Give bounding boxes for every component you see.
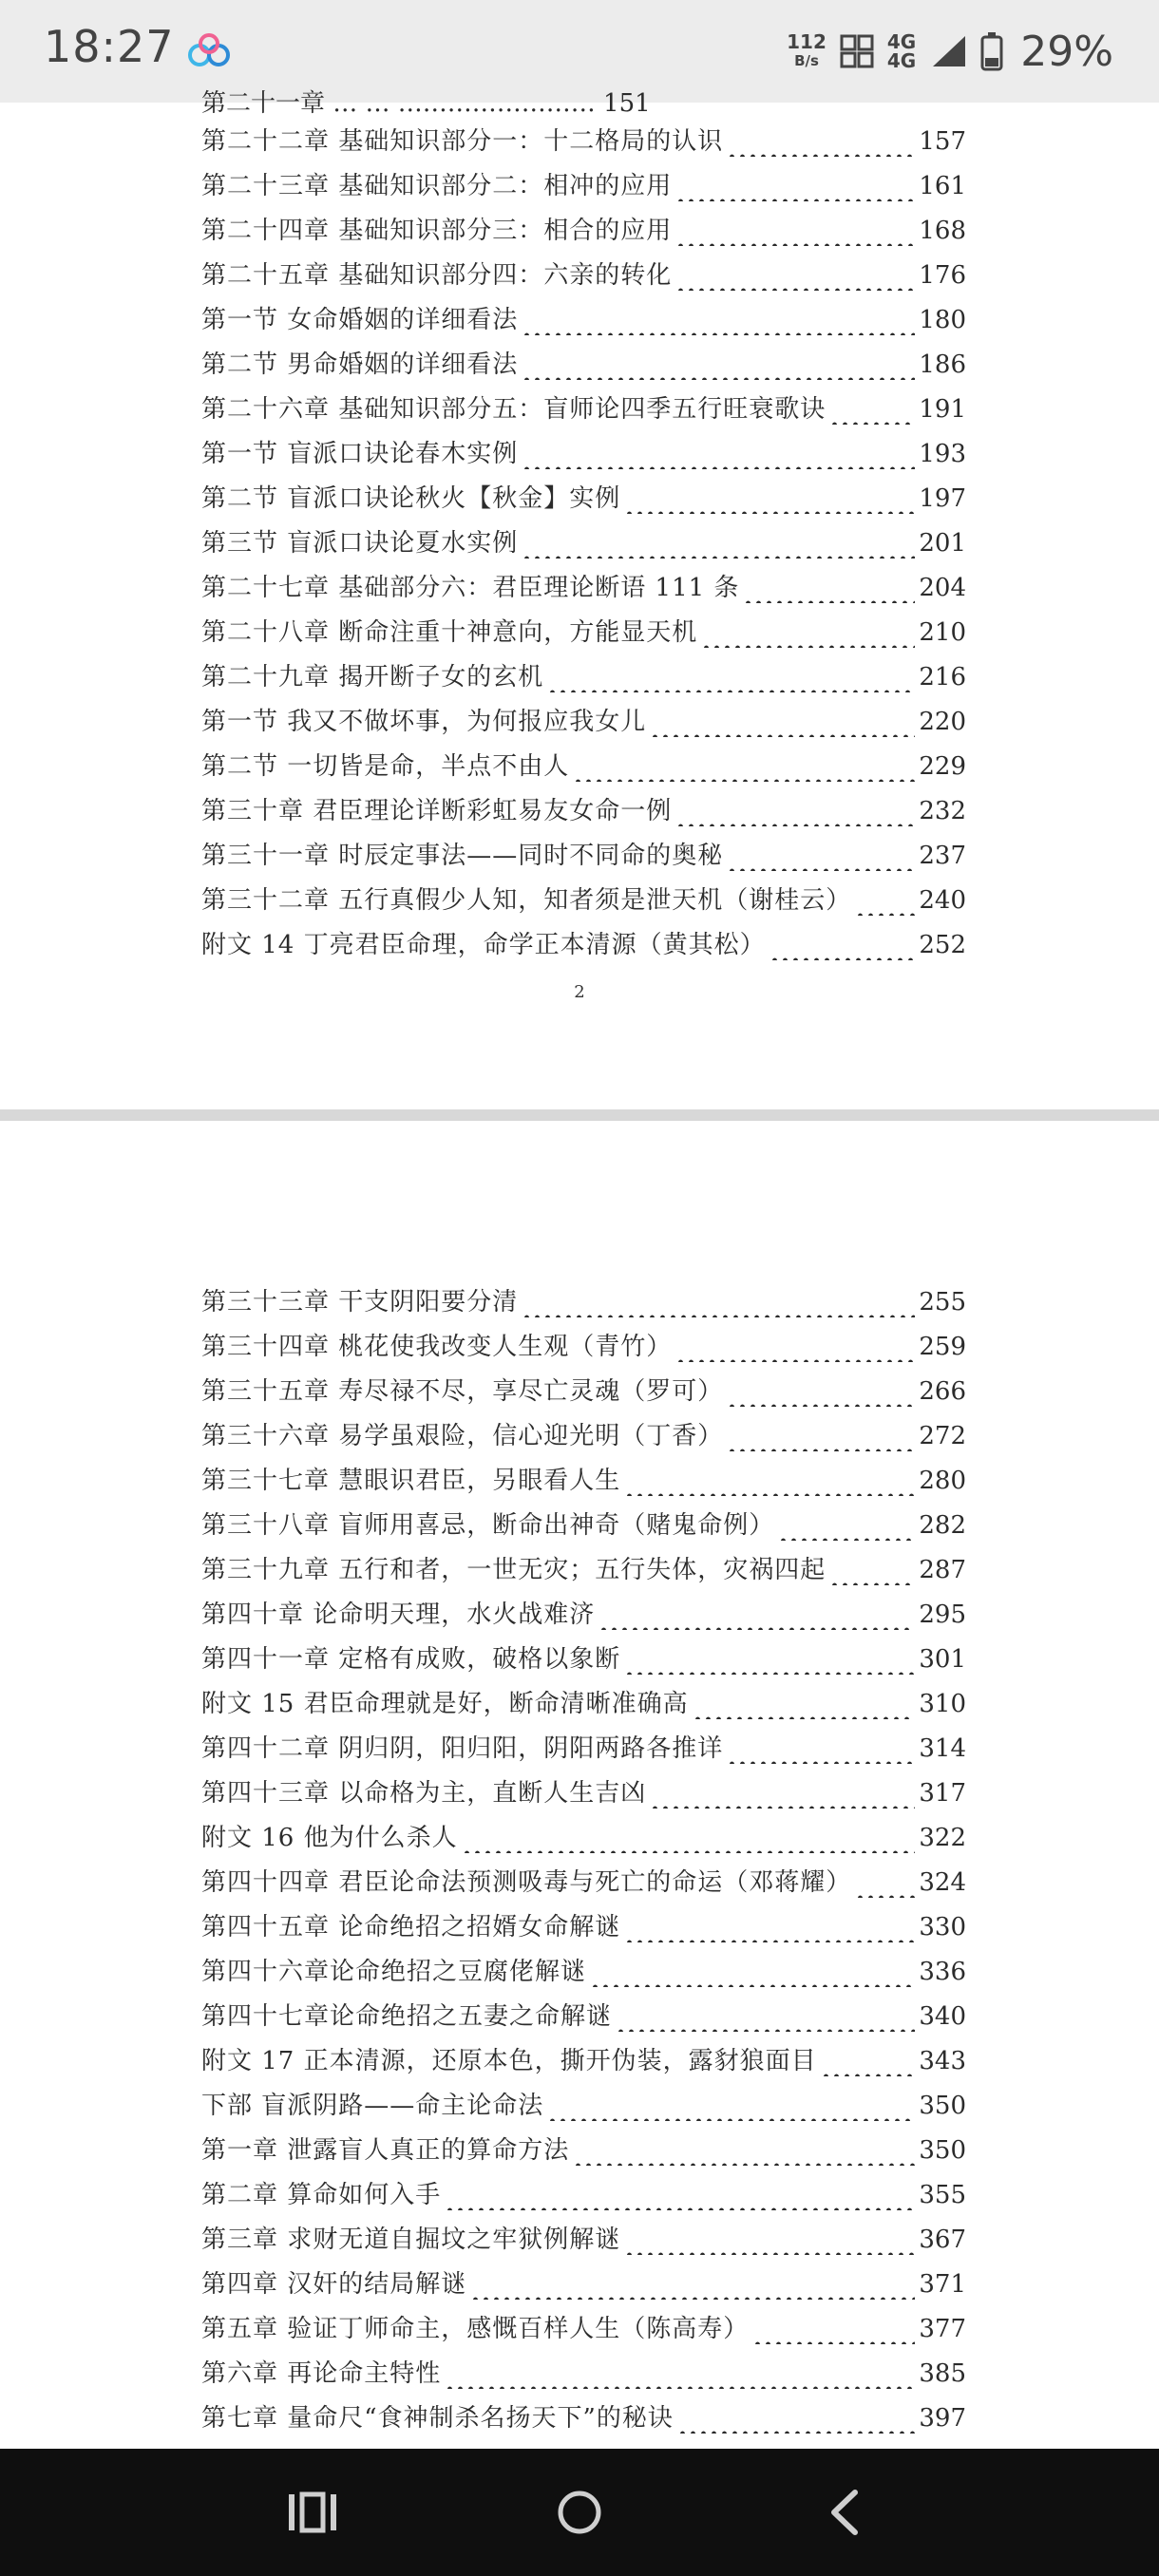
toc-entry[interactable] [201,836,966,878]
document-page-2[interactable] [0,1121,1159,2451]
page-divider [0,1109,1159,1121]
toc-entry-title: 第二十九章 揭开断子女的玄机 [201,663,544,691]
toc-entry-page: 259 [919,1333,966,1361]
toc-entry-title: 第二十二章 基础知识部分一：十二格局的认识 [201,127,724,156]
toc-entry-page: 157 [919,127,966,156]
toc-entry-page: 282 [919,1511,966,1540]
toc-entry-title: 第五章 验证丁师命主，感慨百样人生（陈高寿） [201,2315,750,2343]
toc-entry-title: 第二章 算命如何入手 [201,2181,442,2209]
recent-apps-icon[interactable] [276,2477,352,2548]
toc-entry-page: 330 [919,1913,966,1941]
toc-entry-title: 第三十五章 寿尽禄不尽，享尽亡灵魂（罗可） [201,1377,724,1406]
navigation-bar [0,2449,1159,2576]
toc-leader-dots [829,396,915,425]
toc-entry-title: 第二十五章 基础知识部分四：六亲的转化 [201,261,673,290]
toc-leader-dots [522,351,915,380]
toc-entry[interactable] [201,2131,966,2172]
toc-leader-dots [522,1289,915,1317]
toc-entry-title: 第三十四章 桃花使我改变人生观（青竹） [201,1333,673,1361]
toc-entry[interactable] [201,166,966,208]
toc-entry[interactable] [201,2041,966,2083]
toc-entry-title: 第三章 求财无道自掘坟之牢狱例解谜 [201,2226,621,2254]
toc-entry-page: 168 [919,217,966,245]
toc-leader-dots [590,1959,915,1987]
toc-entry-page: 216 [919,663,966,691]
toc-entry-title: 第四章 汉奸的结局解谜 [201,2270,467,2299]
toc-leader-dots [770,932,916,960]
toc-entry[interactable] [201,1997,966,2038]
toc-entry[interactable] [201,791,966,833]
toc-leader-dots [829,1557,915,1585]
toc-leader-dots [778,1512,915,1541]
page-number: 2 [574,982,585,1002]
toc-entry[interactable] [201,1863,966,1904]
toc-entry[interactable] [201,925,966,967]
toc-entry-page: 204 [919,574,966,602]
battery-icon [980,31,1003,71]
toc-entry[interactable] [201,434,966,476]
toc-entry-page: 371 [919,2270,966,2299]
toc-entry-title: 第三节 盲派口诀论夏水实例 [201,529,519,558]
toc-entry-title: 第三十七章 慧眼识君臣，另眼看人生 [201,1467,621,1495]
toc-leader-dots [675,262,915,291]
toc-entry-page: 180 [919,306,966,334]
toc-entry[interactable] [201,1729,966,1771]
toc-entry[interactable] [201,702,966,744]
toc-entry[interactable] [201,479,966,521]
toc-entry-page: 310 [919,1690,966,1718]
toc-leader-dots [727,1378,915,1407]
toc-entry[interactable] [201,2309,966,2351]
net-speed-value: 112 [787,30,826,53]
toc-entry-page: 287 [919,1556,966,1584]
toc-leader-dots [675,798,915,826]
toc-entry[interactable] [201,1595,966,1637]
toc-leader-dots [573,2137,915,2166]
toc-leader-dots [752,2316,915,2344]
toc-leader-dots [650,1780,915,1809]
toc-leader-dots [743,575,915,603]
toc-entry-title: 第三十六章 易学虽艰险，信心迎光明（丁香） [201,1422,724,1450]
toc-entry-page: 240 [919,886,966,915]
toc-leader-dots [547,664,915,692]
toc-entry-page: 176 [919,261,966,290]
toc-entry[interactable] [201,2086,966,2128]
toc-entry-title: 下部 盲派阴路——命主论命法 [201,2092,544,2120]
toc-entry-title: 第二十四章 基础知识部分三：相合的应用 [201,217,673,245]
toc-entry-page: 186 [919,350,966,379]
toc-leader-dots [677,2405,916,2434]
toc-entry-page: 255 [919,1288,966,1316]
toc-entry-title: 第四十一章 定格有成败，破格以象断 [201,1645,621,1674]
toc-leader-dots [675,173,915,201]
toc-leader-dots [624,1914,915,1942]
toc-leader-dots [727,843,915,871]
toc-entry-page: 232 [919,797,966,825]
toc-entry-title: 附文 14 丁亮君臣命理，命学正本清源（黄其松） [201,931,766,959]
status-time: 18:27 [44,21,175,72]
toc-entry-title: 第四十四章 君臣论命法预测吸毒与死亡的命运（邓蒋耀） [201,1868,852,1897]
toc-entry-title: 第二十六章 基础知识部分五：盲师论四季五行旺衰歌诀 [201,395,826,424]
toc-entry-title: 附文 17 正本清源，还原本色，撕开伪装，露豺狼面目 [201,2047,817,2075]
toc-entry[interactable] [201,1684,966,1726]
toc-entry-page: 197 [919,484,966,513]
toc-entry-page: 229 [919,752,966,781]
toc-entry-page: 367 [919,2226,966,2254]
toc-leader-dots [598,1601,915,1630]
toc-entry[interactable] [201,1327,966,1369]
toc-entry-title: 第二十八章 断命注重十神意向，方能显天机 [201,618,698,647]
toc-entry[interactable] [201,523,966,565]
toc-entry-title: 第三十九章 五行和者，一世无灾；五行失体，灾祸四起 [201,1556,826,1584]
toc-entry[interactable] [201,345,966,387]
toc-entry-title: 第二节 一切皆是命，半点不由人 [201,752,570,781]
toc-entry[interactable] [201,1416,966,1458]
toc-entry[interactable] [201,747,966,788]
toc-entry-title: 第三十二章 五行真假少人知，知者须是泄天机（谢桂云） [201,886,852,915]
toc-leader-dots [522,530,915,559]
toc-leader-dots [624,485,915,514]
toc-entry[interactable] [201,1282,966,1324]
toc-entry-page: 340 [919,2002,966,2031]
cloud-app-icon [186,32,232,70]
toc-leader-dots [522,441,915,469]
toc-leader-dots [573,753,915,782]
toc-leader-dots [675,1334,915,1362]
toc-entry-title: 第四十章 论命明天理，水火战难济 [201,1601,596,1629]
toc-leader-dots [445,2360,915,2389]
toc-entry[interactable] [201,2220,966,2262]
toc-entry[interactable] [201,1952,966,1994]
toc-leader-dots [462,1825,916,1853]
toc-leader-dots [855,887,915,916]
toc-entry-title: 第四十二章 阴归阴，阳归阳，阴阳两路各推详 [201,1734,724,1763]
toc-entry[interactable] [201,256,966,297]
toc-entry[interactable] [201,1639,966,1681]
toc-entry-title: 第七章 量命尺“食神制杀名扬天下”的秘诀 [201,2404,674,2433]
toc-entry-page: 322 [919,1824,966,1852]
signal-label-1: 4G [886,30,917,53]
toc-entry-title: 第一节 我又不做坏事，为何报应我女儿 [201,708,647,736]
document-page-1[interactable] [0,89,1159,1109]
signal-labels [887,32,916,70]
toc-entry[interactable] [201,1506,966,1547]
toc-entry[interactable] [201,300,966,342]
toc-entry-title: 第一节 盲派口诀论春木实例 [201,440,519,468]
net-speed [787,32,826,70]
toc-entry-page: 350 [919,2136,966,2165]
toc-entry-title: 第一章 泄露盲人真正的算命方法 [201,2136,570,2165]
toc-entry[interactable] [201,1818,966,1860]
toc-entry[interactable] [201,389,966,431]
toc-leader-dots [693,1691,916,1719]
toc-entry-page: 317 [919,1779,966,1808]
toc-entry-page: 161 [919,172,966,200]
battery-percentage: 29% [1020,27,1113,76]
toc-entry[interactable] [201,881,966,922]
toc-entry-page: 314 [919,1734,966,1763]
toc-entry-page: 377 [919,2315,966,2343]
toc-leader-dots [624,1468,915,1496]
toc-entry[interactable] [201,122,966,163]
toc-entry[interactable] [201,2398,966,2440]
toc-entry-title: 第二节 盲派口诀论秋火【秋金】实例 [201,484,621,513]
back-icon[interactable] [808,2477,884,2548]
toc-entry[interactable] [201,1372,966,1413]
toc-entry-page: 343 [919,2047,966,2075]
toc-leader-dots [624,2226,915,2255]
toc-entry[interactable] [201,1461,966,1503]
signal-strength-icon [929,32,967,70]
toc-entry[interactable] [201,568,966,610]
toc-entry-page: 220 [919,708,966,736]
toc-entry[interactable] [201,2354,966,2396]
toc-entry[interactable] [201,2175,966,2217]
toc-leader-dots [616,2003,915,2032]
toc-entry[interactable] [201,2264,966,2306]
toc-leader-dots [624,1646,915,1675]
cut-off-toc-line: 第二十一章 … … …………………… 151 [201,89,651,118]
toc-entry-title: 第四十六章论命绝招之豆腐佬解谜 [201,1958,587,1986]
toc-leader-dots [650,709,915,737]
toc-entry-title: 第六章 再论命主特性 [201,2359,442,2388]
toc-entry-title: 第四十七章论命绝招之五妻之命解谜 [201,2002,613,2031]
toc-entry-page: 397 [919,2404,966,2433]
toc-entry-page: 191 [919,395,966,424]
toc-entry-title: 第三十三章 干支阴阳要分清 [201,1288,519,1316]
status-icons [787,25,1113,78]
toc-leader-dots [727,1735,915,1764]
toc-entry-page: 272 [919,1422,966,1450]
toc-entry-title: 第三十一章 时辰定事法——同时不同命的奥秘 [201,842,724,870]
toc-entry[interactable] [201,211,966,253]
signal-label-2: 4G [886,49,917,72]
toc-entry-title: 第二十七章 基础部分六：君臣理论断语 111 条 [201,574,740,602]
toc-leader-dots [727,128,915,157]
toc-leader-dots [727,1423,915,1451]
toc-entry[interactable] [201,1550,966,1592]
toc-entry-title: 第四十五章 论命绝招之招婿女命解谜 [201,1913,621,1941]
toc-entry-title: 附文 16 他为什么杀人 [201,1824,458,1852]
net-speed-unit: B/s [794,52,819,69]
toc-entry[interactable] [201,1773,966,1815]
home-icon[interactable] [542,2477,618,2548]
toc-leader-dots [701,619,915,648]
toc-leader-dots [470,2271,915,2300]
toc-entry[interactable] [201,657,966,699]
toc-entry-title: 第四十三章 以命格为主，直断人生吉凶 [201,1779,647,1808]
toc-entry-title: 第一节 女命婚姻的详细看法 [201,306,519,334]
toc-entry[interactable] [201,613,966,654]
toc-entry-title: 第三十章 君臣理论详断彩虹易友女命一例 [201,797,673,825]
toc-leader-dots [855,1869,915,1898]
toc-entry-page: 237 [919,842,966,870]
toc-entry[interactable] [201,1907,966,1949]
toc-entry-page: 210 [919,618,966,647]
hd-volte-icon [840,32,874,70]
toc-entry-page: 193 [919,440,966,468]
toc-entry-page: 355 [919,2181,966,2209]
toc-entry-page: 350 [919,2092,966,2120]
toc-leader-dots [522,307,915,335]
toc-entry-title: 附文 15 君臣命理就是好，断命清晰准确高 [201,1690,689,1718]
toc-leader-dots [547,2093,915,2121]
toc-entry-page: 252 [919,931,966,959]
toc-entry-title: 第二十三章 基础知识部分二：相冲的应用 [201,172,673,200]
toc-entry-title: 第二节 男命婚姻的详细看法 [201,350,519,379]
toc-leader-dots [675,218,915,246]
toc-entry-page: 301 [919,1645,966,1674]
toc-leader-dots [821,2048,916,2076]
toc-entry-page: 266 [919,1377,966,1406]
toc-entry-page: 336 [919,1958,966,1986]
toc-entry-title: 第三十八章 盲师用喜忌，断命出神奇（赌鬼命例） [201,1511,775,1540]
toc-entry-page: 295 [919,1601,966,1629]
toc-leader-dots [445,2182,915,2210]
toc-entry-page: 201 [919,529,966,558]
toc-entry-page: 280 [919,1467,966,1495]
toc-entry-page: 324 [919,1868,966,1897]
toc-entry-page: 385 [919,2359,966,2388]
